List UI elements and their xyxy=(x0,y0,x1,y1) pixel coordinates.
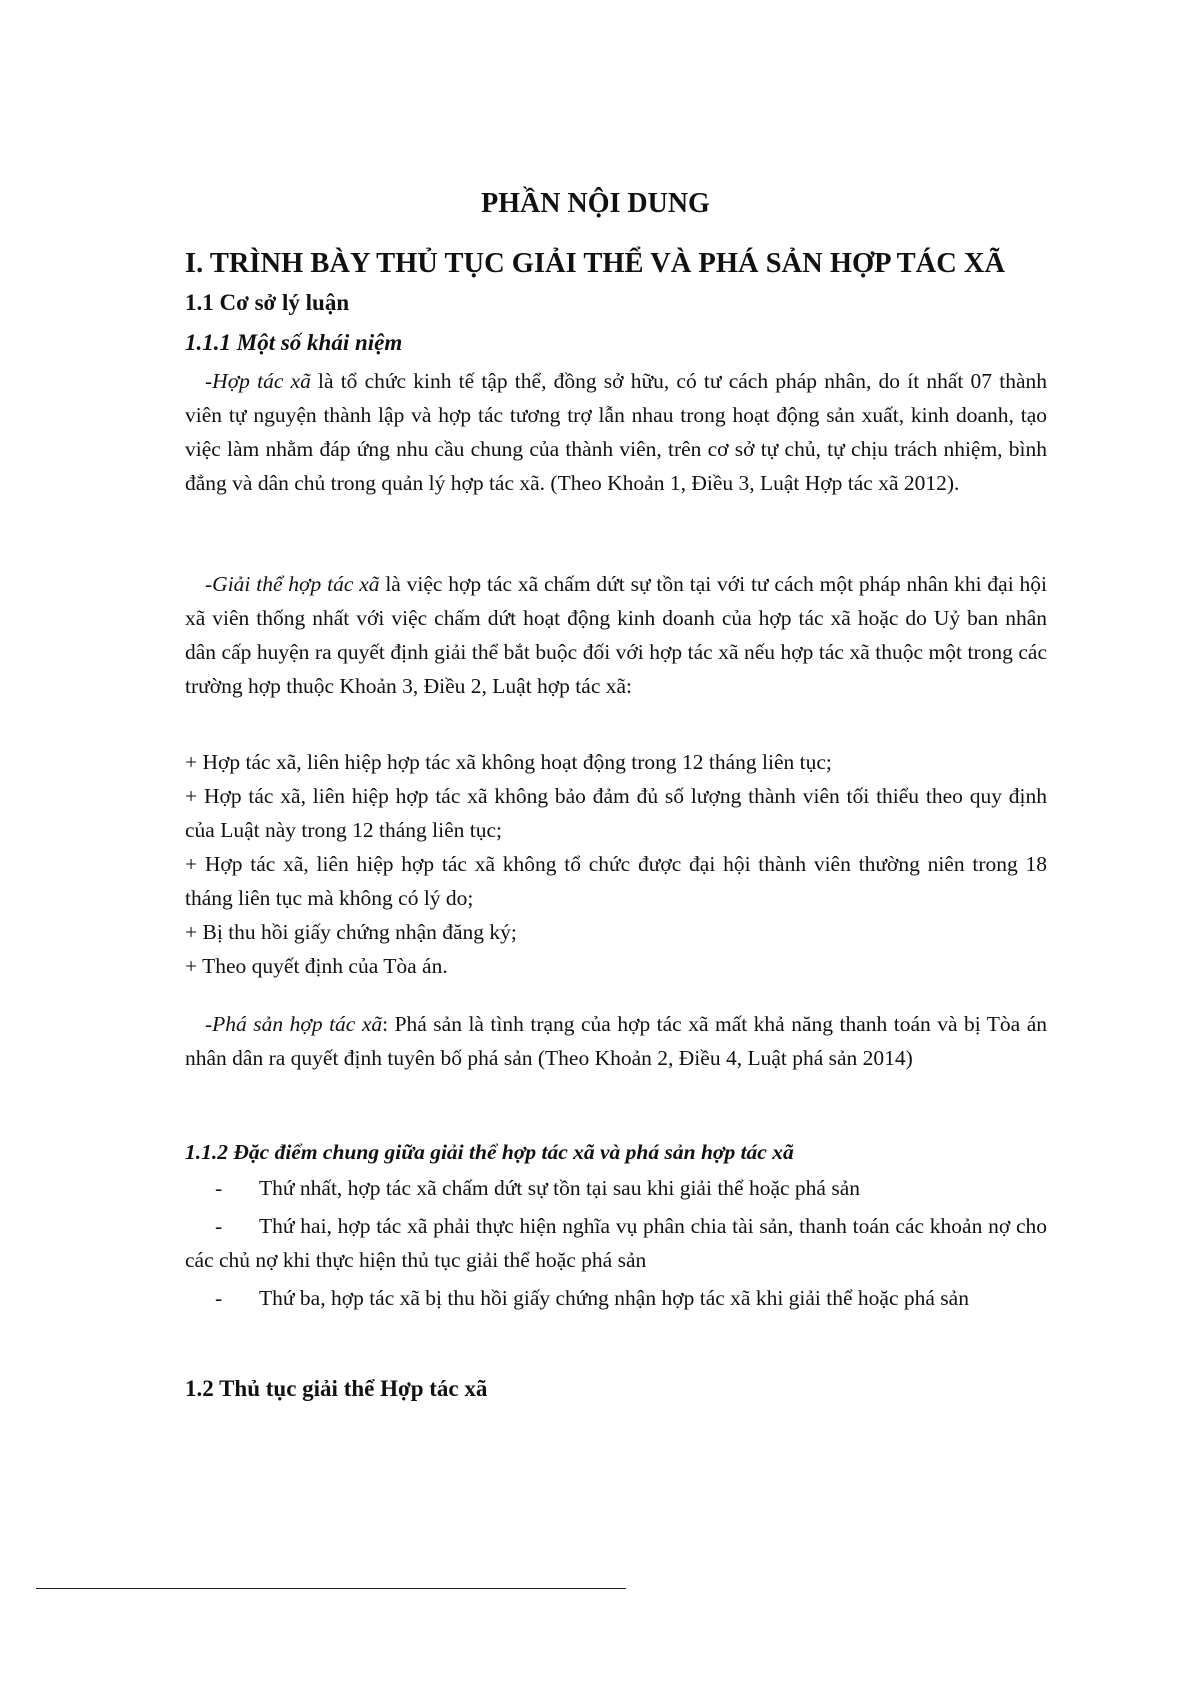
list-item: + Theo quyết định của Tòa án. xyxy=(185,954,448,978)
list-item: + Hợp tác xã, liên hiệp hợp tác xã không tổ chức được đại hội thành viên thường niên trong 18 tháng liên tục mà không có lý do; xyxy=(185,852,1047,910)
section-heading-1-1: 1.1 Cơ sở lý luận xyxy=(185,290,350,315)
definition-term: Hợp tác xã xyxy=(212,369,311,393)
dissolution-cases-list xyxy=(185,745,1047,983)
dash-bullet: - xyxy=(215,1214,223,1238)
footnote-divider xyxy=(36,1588,626,1589)
definition-lead: - xyxy=(205,369,213,393)
page-title: PHẦN NỘI DUNG xyxy=(481,188,710,219)
list-item xyxy=(185,1281,1047,1315)
section-heading-1-1-1: 1.1.1 Một số khái niệm xyxy=(185,330,403,355)
definition-term: Giải thể hợp tác xã xyxy=(212,572,380,596)
section-heading-1-2: 1.2 Thủ tục giải thể Hợp tác xã xyxy=(185,1376,488,1401)
definition-term: Phá sản hợp tác xã xyxy=(212,1012,383,1036)
list-item xyxy=(185,1171,1047,1205)
dash-bullet: - xyxy=(215,1286,223,1310)
definition-lead: - xyxy=(205,1012,213,1036)
list-item-text: Thứ ba, hợp tác xã bị thu hồi giấy chứng nhận hợp tác xã khi giải thể hoặc phá sản xyxy=(259,1286,969,1310)
definition-pha-san xyxy=(185,1007,1047,1075)
definition-text: là việc hợp tác xã chấm dứt sự tồn tại với tư cách một pháp nhân khi đại hội xã viên thống nhất với việc chấm dứt hoạt động kinh doanh của hợp tác xã hoặc do Uỷ ban nhân dân cấp huyện ra quyết định giải thể bắt buộc đối với hợp tác xã nếu hợp tác xã thuộc một trong các trường hợp thuộc Khoản 3, Điều 2, Luật hợp tác xã: xyxy=(185,572,1047,698)
definition-giai-the xyxy=(185,567,1047,703)
list-item: + Hợp tác xã, liên hiệp hợp tác xã không bảo đảm đủ số lượng thành viên tối thiểu theo quy định của Luật này trong 12 tháng liên tục; xyxy=(185,784,1047,842)
definition-lead: - xyxy=(205,572,213,596)
definition-text: : Phá sản là tình trạng của hợp tác xã mất khả năng thanh toán và bị Tòa án nhân dân ra quyết định tuyên bố phá sản (Theo Khoản 2, Điều 4, Luật phá sản 2014) xyxy=(185,1012,1047,1070)
list-item: + Bị thu hồi giấy chứng nhận đăng ký; xyxy=(185,920,517,944)
list-item-text: Thứ nhất, hợp tác xã chấm dứt sự tồn tại sau khi giải thể hoặc phá sản xyxy=(259,1176,860,1200)
list-item: + Hợp tác xã, liên hiệp hợp tác xã không hoạt động trong 12 tháng liên tục; xyxy=(185,750,832,774)
list-item xyxy=(185,1209,1047,1277)
list-item-text: Thứ hai, hợp tác xã phải thực hiện nghĩa vụ phân chia tài sản, thanh toán các khoản nợ cho các chủ nợ khi thực hiện thủ tục giải thể hoặc phá sản xyxy=(185,1214,1047,1272)
section-heading-1-1-2: 1.1.2 Đặc điểm chung giữa giải thể hợp tác xã và phá sản hợp tác xã xyxy=(185,1140,794,1164)
definition-hop-tac-xa xyxy=(185,364,1047,500)
common-features-list xyxy=(185,1171,1047,1319)
dash-bullet: - xyxy=(215,1176,223,1200)
definition-text: là tổ chức kinh tế tập thể, đồng sở hữu, có tư cách pháp nhân, do ít nhất 07 thành viên tự nguyện thành lập và hợp tác tương trợ lẫn nhau trong hoạt động sản xuất, kinh doanh, tạo việc làm nhằm đáp ứng nhu cầu chung của thành viên, trên cơ sở tự chủ, tự chịu trách nhiệm, bình đẳng và dân chủ trong quản lý hợp tác xã. (Theo Khoản 1, Điều 3, Luật Hợp tác xã 2012). xyxy=(185,369,1047,495)
section-heading-1: I. TRÌNH BÀY THỦ TỤC GIẢI THỂ VÀ PHÁ SẢN HỢP TÁC XÃ xyxy=(185,248,1006,279)
